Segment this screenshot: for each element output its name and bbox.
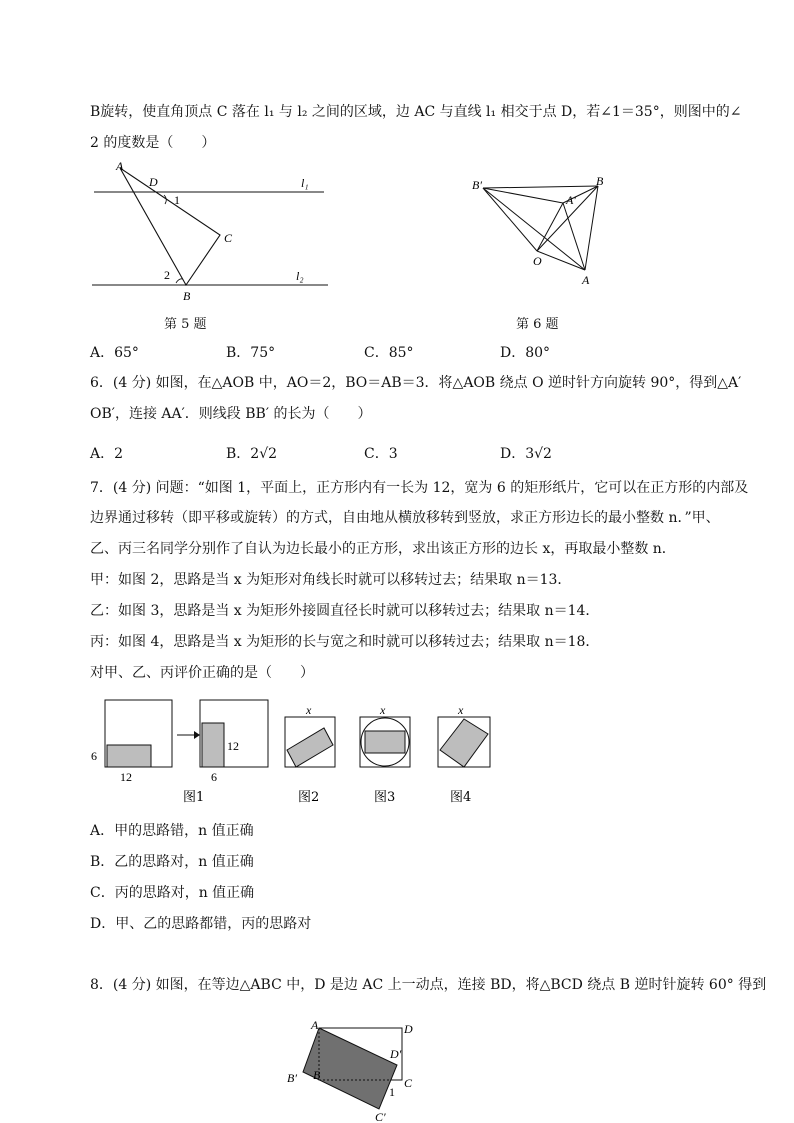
label-a: A	[116, 159, 124, 173]
label-bp: B′	[472, 178, 482, 192]
q6-option-b[interactable]: B．2√2	[226, 446, 278, 462]
q7-line2: 边界通过移转（即平移或旋转）的方式，自由地从横放移转到竖放，求正方形边长的最小整数 n．”甲、	[90, 510, 720, 526]
q8-line1: 8．(4 分) 如图，在等边△ABC 中，D 是边 AC 上一动点，连接 BD，将△BCD 绕点 B 逆时针旋转 60° 得到	[90, 977, 767, 993]
fig1-label-6b: 6	[211, 770, 217, 784]
q7-option-a[interactable]: A．甲的思路错，n 值正确	[90, 823, 254, 839]
seg-bp-o	[483, 188, 537, 251]
caption-fig4: 图4	[450, 790, 472, 805]
q5-option-a[interactable]: A．65°	[90, 345, 139, 361]
q5-line1: B旋转，使直角顶点 C 落在 l₁ 与 l₂ 之间的区域，边 AC 与直线 l₁ 相交于点 D，若∠1＝35°，则图中的∠	[90, 104, 742, 120]
label-d: D	[149, 175, 158, 189]
fig3-label-x: x	[380, 703, 386, 717]
q6-line1: 6．(4 分) 如图，在△AOB 中，AO＝2，BO＝AB＝3．将△AOB 绕点 O 逆时针方向旋转 90°，得到△A′	[90, 375, 742, 391]
label-c: C	[224, 231, 233, 245]
q7-line3: 乙、丙三名同学分别作了自认为边长最小的正方形，求出该正方形的边长 x，再取最小整数 n．	[90, 541, 676, 557]
seg-b-a	[585, 186, 598, 270]
q6-option-c[interactable]: C．3	[364, 446, 398, 462]
fig4-label-x: x	[458, 703, 464, 717]
q7-yi: 乙：如图 3，思路是当 x 为矩形外接圆直径长时就可以移转过去；结果取 n＝14．	[90, 603, 600, 619]
q7-option-d[interactable]: D．甲、乙的思路都错，丙的思路对	[90, 916, 312, 932]
q5-option-c[interactable]: C．85°	[364, 345, 414, 361]
label-dp: D′	[390, 1047, 402, 1061]
figure-q7-set	[86, 695, 496, 810]
q7-option-b[interactable]: B．乙的思路对，n 值正确	[90, 854, 254, 870]
q7-bing: 丙：如图 4，思路是当 x 为矩形的长与宽之和时就可以移转过去；结果取 n＝18．	[90, 634, 600, 650]
fig1-label-6: 6	[91, 749, 97, 763]
fig1-rect-vertical	[202, 723, 224, 767]
q7-jia: 甲：如图 2，思路是当 x 为矩形对角线长时就可以移转过去；结果取 n＝13．	[90, 572, 572, 588]
fig3-rect	[365, 731, 405, 753]
figure-q5	[88, 155, 338, 305]
label-a: A	[582, 273, 590, 287]
fig1-label-12b: 12	[227, 739, 239, 753]
q6-option-a[interactable]: A．2	[90, 446, 124, 462]
angle2-arc	[176, 279, 183, 283]
angle1-arc	[164, 195, 166, 204]
label-cp: C′	[375, 1110, 386, 1123]
triangle-abc	[120, 168, 220, 285]
q7-ask: 对甲、乙、丙评价正确的是（ ）	[90, 665, 314, 681]
figure-q8	[283, 1015, 423, 1123]
label-a: A	[311, 1018, 319, 1032]
caption-fig1: 图1	[183, 790, 205, 805]
q7-line1: 7．(4 分) 问题：“如图 1，平面上，正方形内有一长为 12，宽为 6 的矩形纸片，它可以在正方形的内部及	[90, 480, 749, 496]
q5-line2: 2 的度数是（ ）	[90, 135, 216, 151]
seg-o-a	[537, 251, 585, 270]
figure-q6	[470, 170, 620, 290]
label-ap: A′	[566, 193, 576, 207]
label-b: B	[313, 1068, 321, 1082]
caption-fig3: 图3	[374, 790, 396, 805]
label-bp: B′	[287, 1071, 297, 1085]
label-b: B	[596, 174, 604, 188]
label-b: B	[183, 289, 191, 303]
q6-option-d[interactable]: D．3√2	[500, 446, 552, 462]
q7-option-c[interactable]: C．丙的思路对，n 值正确	[90, 885, 255, 901]
fig2-label-x: x	[306, 703, 312, 717]
q5-option-b[interactable]: B．75°	[226, 345, 276, 361]
fig1-arrowhead	[194, 731, 200, 739]
label-angle1: 1	[389, 1085, 395, 1099]
seg-bp-b	[483, 186, 598, 188]
q5-option-d[interactable]: D．80°	[500, 345, 551, 361]
label-angle1: 1	[174, 193, 180, 207]
label-l2: l₂	[296, 269, 304, 283]
fig4-rect-rotated	[440, 719, 488, 767]
label-angle2: 2	[164, 268, 170, 282]
caption-q6: 第 6 题	[516, 317, 559, 332]
label-l1: l₁	[301, 176, 309, 190]
seg-bp-ap	[483, 188, 563, 203]
caption-q5: 第 5 题	[164, 317, 207, 332]
label-o: O	[533, 254, 542, 268]
caption-fig2: 图2	[298, 790, 320, 805]
fig1-rect-horizontal	[107, 745, 151, 767]
q6-line2: OB′，连接 AA′．则线段 BB′ 的长为（ ）	[90, 406, 372, 422]
label-d: D	[404, 1022, 413, 1036]
seg-ap-a	[563, 203, 585, 270]
fig2-rect-rotated	[287, 728, 333, 767]
fig1-label-12: 12	[120, 770, 132, 784]
label-c: C	[404, 1076, 413, 1090]
